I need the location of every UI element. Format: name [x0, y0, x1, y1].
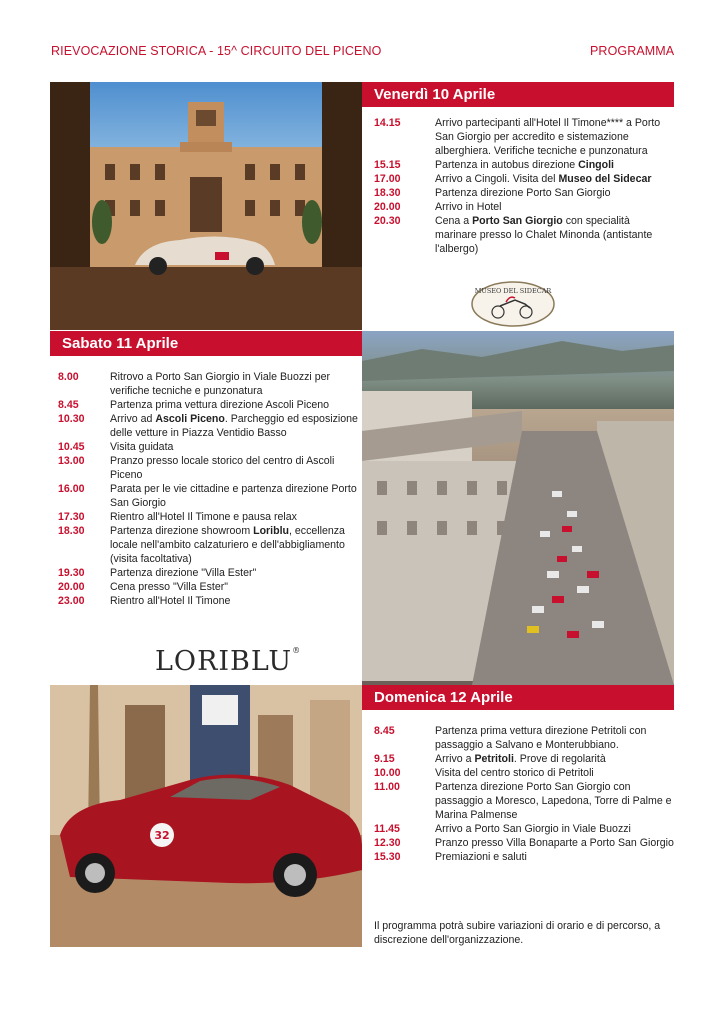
schedule-desc: Pranzo presso locale storico del centro di Ascoli Piceno	[110, 455, 335, 481]
schedule-time: 13.00	[58, 455, 85, 467]
schedule-row	[374, 724, 674, 752]
schedule-row	[58, 482, 358, 510]
schedule-desc: Premiazioni e saluti	[435, 851, 527, 863]
schedule-time: 18.30	[374, 187, 401, 199]
schedule-desc: Visita del centro storico di Petritoli	[435, 767, 594, 779]
schedule-desc: Partenza prima vettura direzione Ascoli Piceno	[110, 399, 330, 411]
schedule-row	[374, 766, 674, 780]
schedule-desc: Partenza direzione Porto San Giorgio con passaggio a Moresco, Lapedona, Torre di Palme e Marina Palmense	[435, 781, 672, 821]
schedule-desc: Visita guidata	[110, 441, 174, 453]
schedule-row	[58, 594, 358, 608]
museo-sidecar-logo	[470, 280, 556, 333]
schedule-row	[58, 524, 358, 566]
day-header-sabato: Sabato 11 Aprile	[50, 331, 362, 356]
schedule-row	[374, 172, 670, 186]
schedule-desc: Arrivo a Cingoli. Visita del Museo del Sidecar	[435, 173, 652, 185]
schedule-row	[374, 186, 670, 200]
schedule-domenica	[374, 724, 674, 864]
schedule-time: 17.00	[374, 173, 401, 185]
schedule-row	[58, 580, 358, 594]
schedule-row	[58, 454, 358, 482]
schedule-time: 14.15	[374, 117, 401, 129]
schedule-row	[374, 214, 670, 256]
palazzo-car-photo	[50, 82, 362, 330]
schedule-time: 19.30	[58, 567, 85, 579]
schedule-row	[58, 370, 358, 398]
schedule-desc: Arrivo in Hotel	[435, 201, 502, 213]
schedule-time: 20.00	[58, 581, 85, 593]
schedule-desc: Partenza direzione "Villa Ester"	[110, 567, 257, 579]
schedule-row	[58, 566, 358, 580]
schedule-time: 8.45	[58, 399, 79, 411]
schedule-time: 15.30	[374, 851, 401, 863]
schedule-desc: Partenza prima vettura direzione Petritoli con passaggio a Salvano e Monterubbiano.	[435, 725, 647, 751]
schedule-time: 11.45	[374, 823, 400, 835]
piazza-aerial-photo	[362, 331, 674, 685]
schedule-row	[374, 200, 670, 214]
programma-label: PROGRAMMA	[590, 44, 675, 58]
schedule-row	[58, 398, 358, 412]
schedule-row	[58, 440, 358, 454]
schedule-row	[374, 158, 670, 172]
schedule-row	[374, 752, 674, 766]
car-number: 32	[154, 829, 170, 842]
schedule-time: 8.00	[58, 371, 79, 383]
schedule-time: 11.00	[374, 781, 400, 793]
schedule-time: 20.00	[374, 201, 401, 213]
schedule-desc: Arrivo partecipanti all'Hotel Il Timone**** a Porto San Giorgio per accredito e sistemazione alberghiera. Verifiche tecniche e punzonatura	[435, 117, 661, 157]
day-header-domenica: Domenica 12 Aprile	[362, 685, 674, 710]
schedule-desc: Arrivo a Porto San Giorgio in Viale Buozzi	[435, 823, 631, 835]
schedule-desc: Partenza direzione showroom Loriblu, eccellenza locale nell'ambito calzaturiero e dell'abbigliamento (visita facoltativa)	[110, 525, 345, 565]
schedule-time: 10.45	[58, 441, 85, 453]
loriblu-logo: LORIBLU®	[155, 646, 302, 677]
schedule-desc: Rientro all'Hotel Il Timone e pausa relax	[110, 511, 297, 523]
schedule-time: 9.15	[374, 753, 395, 765]
red-car-photo	[50, 685, 362, 947]
schedule-desc: Rientro all'Hotel Il Timone	[110, 595, 231, 607]
schedule-row	[374, 836, 674, 850]
schedule-time: 15.15	[374, 159, 401, 171]
schedule-desc: Arrivo ad Ascoli Piceno. Parcheggio ed esposizione delle vetture in Piazza Ventidio Basso	[110, 413, 358, 439]
schedule-time: 8.45	[374, 725, 395, 737]
schedule-time: 10.30	[58, 413, 85, 425]
schedule-venerdi	[374, 116, 670, 256]
schedule-time: 20.30	[374, 215, 401, 227]
schedule-time: 23.00	[58, 595, 85, 607]
schedule-desc: Parata per le vie cittadine e partenza direzione Porto San Giorgio	[110, 483, 357, 509]
schedule-time: 16.00	[58, 483, 85, 495]
event-title: RIEVOCAZIONE STORICA - 15^ CIRCUITO DEL PICENO	[51, 44, 382, 58]
schedule-desc: Ritrovo a Porto San Giorgio in Viale Buozzi per verifiche tecniche e punzonatura	[110, 371, 331, 397]
day-header-venerdi: Venerdì 10 Aprile	[362, 82, 674, 107]
schedule-row	[58, 510, 358, 524]
schedule-desc: Cena a Porto San Giorgio con specialità marinare presso lo Chalet Minonda (antistante l'albergo)	[435, 215, 653, 255]
schedule-row	[374, 822, 674, 836]
museo-logo-text: MUSEO DEL SIDECAR	[474, 287, 552, 295]
schedule-desc: Pranzo presso Villa Bonaparte a Porto San Giorgio	[435, 837, 674, 849]
schedule-time: 17.30	[58, 511, 85, 523]
schedule-desc: Partenza in autobus direzione Cingoli	[435, 159, 615, 171]
schedule-desc: Arrivo a Petritoli. Prove di regolarità	[435, 753, 606, 765]
schedule-time: 10.00	[374, 767, 401, 779]
schedule-row	[374, 116, 670, 158]
schedule-sabato	[58, 370, 358, 608]
schedule-time: 12.30	[374, 837, 401, 849]
schedule-row	[374, 850, 674, 864]
disclaimer-note: Il programma potrà subire variazioni di orario e di percorso, a discrezione dell'organizzazione.	[374, 920, 661, 946]
schedule-time: 18.30	[58, 525, 85, 537]
schedule-desc: Cena presso "Villa Ester"	[110, 581, 229, 593]
schedule-desc: Partenza direzione Porto San Giorgio	[435, 187, 611, 199]
schedule-row	[374, 780, 674, 822]
schedule-row	[58, 412, 358, 440]
